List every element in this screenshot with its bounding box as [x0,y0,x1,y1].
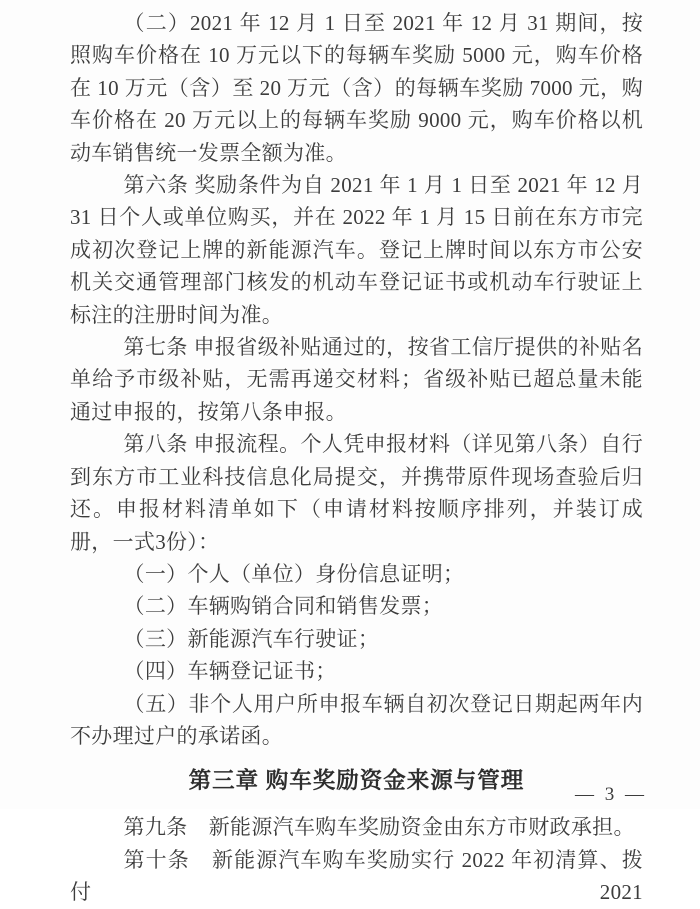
paragraph-article-10: 第十条 新能源汽车购车奖励实行 2022 年初清算、拨付 2021 [70,847,643,905]
paragraph-article-7: 第七条 申报省级补贴通过的，按省工信厅提供的补贴名单给予市级补贴，无需再递交材料；省级补贴已超总量未能通过申报的，按第八条申报。 [70,335,643,424]
list-item-1: （一）个人（单位）身份信息证明； [123,561,465,586]
chapter-heading: 第三章 购车奖励资金来源与管理 [188,768,525,794]
list-item-3: （三）新能源汽车行驶证； [123,626,380,651]
list-item-2: （二）车辆购销合同和销售发票； [123,594,444,619]
document-body [70,7,643,909]
page-number: — 3 — [575,784,647,805]
paragraph-article-6: 第六条 奖励条件为自 2021 年 1 月 1 日至 2021 年 12 月 31 日个人或单位购买，并在 2022 年 1 月 15 日前在东方市完成初次登记上牌的新能源汽车。登记上牌时间以东方市公安机关交通管理部门核发的机动车登记证书或机动车行驶证上标注的注册时间为准。 [70,173,643,327]
paragraph-article-8: 第八条 申报流程。个人凭申报材料（详见第八条）自行到东方市工业科技信息化局提交，并携带原件现场查验后归还。申报材料清单如下（申请材料按顺序排列，并装订成册，一式3份）： [70,432,643,554]
list-item-4: （四）车辆登记证书； [123,659,337,684]
list-item-5: （五）非个人用户所申报车辆自初次登记日期起两年内不办理过户的承诺函。 [70,691,643,748]
paragraph-article-9: 第九条 新能源汽车购车奖励资金由东方市财政承担。 [123,815,635,840]
paragraph-item-2: （二）2021 年 12 月 1 日至 2021 年 12 月 31 期间，按照购车价格在 10 万元以下的每辆车奖励 5000 元，购车价格在 10 万元（含）至 20 万元（含）的每辆车奖励 7000 元，购车价格在 20 万元以上的每辆车奖励 9000 元，购车价格以机动车销售统一发票全额为准。 [70,11,643,165]
